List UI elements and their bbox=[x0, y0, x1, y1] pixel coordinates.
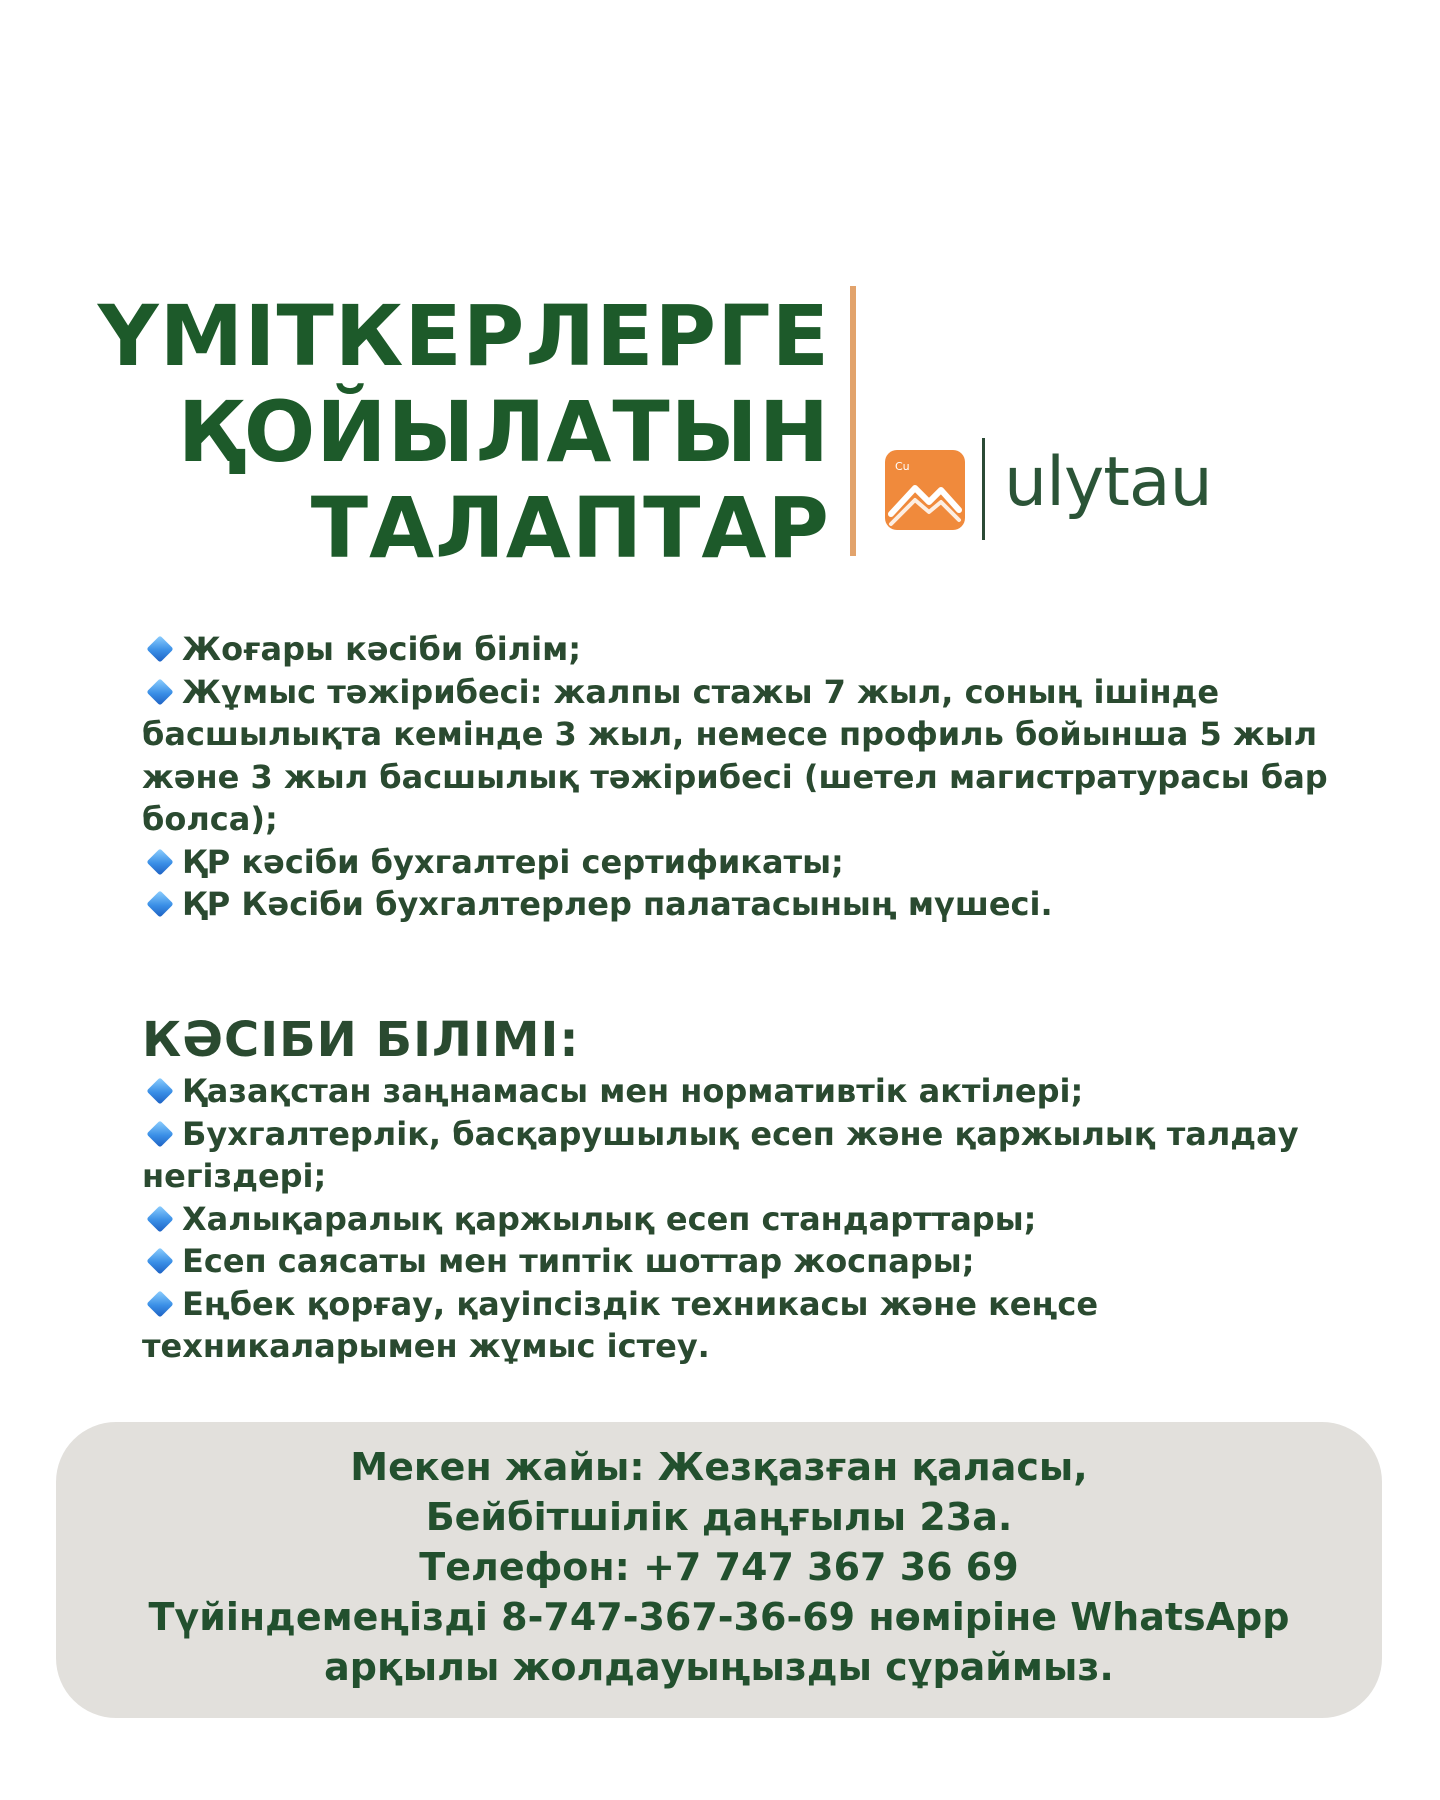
contact-phone-line: Телефон: +7 747 367 36 69 bbox=[419, 1545, 1019, 1589]
contact-box bbox=[56, 1422, 1382, 1718]
title-line-2: ҚОЙЫЛАТЫН bbox=[177, 383, 830, 481]
list-item bbox=[142, 1070, 1342, 1113]
list-item bbox=[142, 1113, 1342, 1198]
blue-diamond-icon bbox=[146, 890, 173, 917]
contact-request-line: арқылы жолдауыңызды сұраймыз. bbox=[324, 1645, 1114, 1689]
blue-diamond-icon bbox=[146, 678, 173, 705]
title-divider bbox=[850, 286, 856, 556]
list-item bbox=[142, 628, 1342, 671]
list-item bbox=[142, 1198, 1342, 1241]
list-item-text: Қазақстан заңнамасы мен нормативтік актілері; bbox=[182, 1072, 1084, 1110]
list-item-text: Бухгалтерлік, басқарушылық есеп және қаржылық талдау негіздері; bbox=[142, 1114, 1299, 1195]
list-item bbox=[142, 883, 1342, 926]
list-item-text: Есеп саясаты мен типтік шоттар жоспары; bbox=[182, 1242, 975, 1280]
professional-list bbox=[142, 1070, 1342, 1368]
blue-diamond-icon bbox=[146, 1120, 173, 1147]
blue-diamond-icon bbox=[146, 1077, 173, 1104]
logo-mark: Cu bbox=[895, 460, 910, 473]
list-item bbox=[142, 1240, 1342, 1283]
page-title bbox=[98, 288, 830, 576]
contact-whatsapp-line: Түйіндемеңізді 8-747-367-36-69 нөміріне WhatsApp bbox=[148, 1595, 1290, 1639]
list-item bbox=[142, 671, 1342, 841]
blue-diamond-icon bbox=[146, 1290, 173, 1317]
list-item-text: ҚР кәсіби бухгалтері сертификаты; bbox=[182, 842, 844, 881]
brand-name: ulytau bbox=[1004, 443, 1212, 522]
title-line-3: ТАЛАПТАР bbox=[310, 479, 830, 577]
header bbox=[0, 280, 1440, 577]
section-title: КӘСІБИ БІЛІМІ: bbox=[142, 1012, 580, 1068]
requirements-list bbox=[142, 628, 1342, 926]
professional-section bbox=[142, 1010, 1342, 1368]
list-item-text: Жоғары кәсіби білім; bbox=[182, 630, 582, 668]
list-item-text: Жұмыс тәжірибесі: жалпы стажы 7 жыл, соның ішінде басшылықта кемінде 3 жыл, немесе профиль бойынша 5 жыл және 3 жыл басшылық тәжірибесі (шетел магистратурасы бар болса); bbox=[142, 672, 1328, 838]
title-line-1: ҮМІТКЕРЛЕРГЕ bbox=[97, 287, 830, 385]
contact-street-line: Бейбітшілік даңғылы 23а. bbox=[425, 1495, 1013, 1539]
list-item bbox=[142, 1283, 1342, 1368]
contact-info bbox=[56, 1442, 1382, 1692]
list-item-text: Еңбек қорғау, қауіпсіздік техникасы және кеңсе техникаларымен жұмыс істеу. bbox=[142, 1284, 1099, 1365]
requirements-section bbox=[142, 628, 1342, 926]
blue-diamond-icon bbox=[146, 1247, 173, 1274]
blue-diamond-icon bbox=[146, 635, 173, 662]
list-item bbox=[142, 841, 1342, 884]
blue-diamond-icon bbox=[146, 1205, 173, 1232]
logo-divider bbox=[982, 438, 985, 540]
list-item-text: ҚР Кәсіби бухгалтерлер палатасының мүшесі. bbox=[182, 885, 1053, 923]
contact-address-line: Мекен жайы: Жезқазған қаласы, bbox=[350, 1445, 1088, 1489]
blue-diamond-icon bbox=[146, 848, 173, 875]
list-item-text: Халықаралық қаржылық есеп стандарттары; bbox=[182, 1199, 1037, 1238]
mountain-logo-icon bbox=[885, 450, 965, 530]
